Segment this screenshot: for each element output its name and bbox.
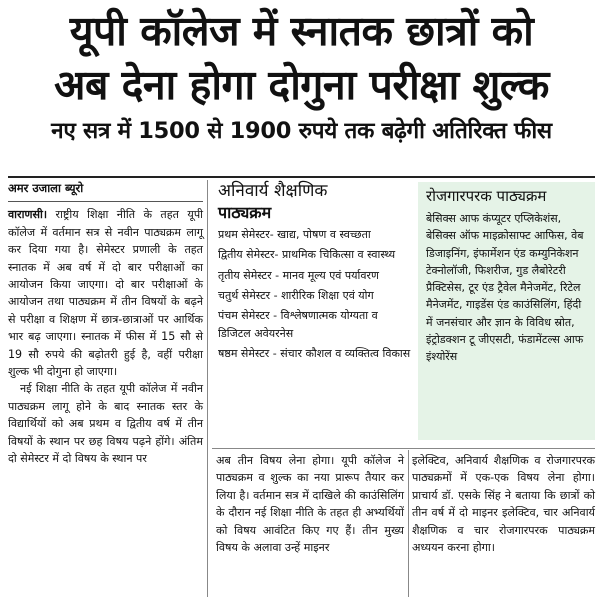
vocational-course-box: [418, 182, 595, 440]
paragraph-1: [8, 206, 203, 380]
semester-list: [212, 226, 412, 363]
subheadline: नए सत्र में 1500 से 1900 रुपये तक बढ़ेगी अतिरिक्त फीस: [51, 118, 552, 144]
paragraph-1-text: राष्ट्रीय शिक्षा नीति के तहत यूपी कॉलेज में वर्तमान सत्र से नवीन पाठ्यक्रम लागू कर दिया गया है। सेमेस्टर प्रणाली के तहत स्नातक में अब वर्ष में दो बार परीक्षाओं का आयोजन किया जाएगा। दो बार परीक्षाओं के आयोजन तथा पाठ्यक्रम में तीन विषयों के बढ़ने से परीक्षा व शिक्षण में छात्र-छात्राओं पर आर्थिक भार बढ़ जाएगा। स्नातक में फीस में 15 सौ से 19 सौ रुपये की बढ़ोतरी हुई है, वहीं परीक्षा शुल्क भी दोगुना हो जाएगा।: [8, 208, 203, 379]
vocational-box-title: रोजगारपरक पाठ्यक्रम: [426, 187, 547, 205]
left-column: [8, 180, 203, 597]
middle-column-text: अब तीन विषय लेना होगा। यूपी कॉलेज ने पाठ्यक्रम व शुल्क का नया प्रारूप तैयार कर लिया है। वर्तमान सत्र में दाखिले की काउंसिलिंग के दौरान नई शिक्षा नीति के तहत ही अभ्यर्थियों को विषय आवंटित किए गए हैं। तीन मुख्य विषय के अलावा उन्हें माइनर: [216, 454, 404, 555]
list-item: प्रथम सेमेस्टर- खाद्य, पोषण व स्वच्छता: [218, 228, 371, 241]
list-item: तृतीय सेमेस्टर - मानव मूल्य एवं पर्यावरण: [218, 268, 379, 282]
column-divider-1: [207, 180, 208, 597]
right-column-text: इलेक्टिव, अनिवार्य शैक्षणिक व रोजगारपरक पाठ्यक्रमों में एक-एक विषय लेना होगा। प्राचार्य डॉ. एसके सिंह ने बताया कि छात्रों को तीन वर्ष में दो माइनर इलेक्टिव, चार अनिवार्य शैक्षणिक व चार रोजगारपरक पाठ्यक्रम अध्ययन करना होगा।: [412, 454, 595, 555]
dateline-place: वाराणसी।: [8, 208, 48, 222]
article-body: [8, 180, 595, 597]
vocational-box-body: बेसिक्स आफ कंप्यूटर एप्लिकेशंस, बेसिक्स ऑफ माइक्रोसाफ्ट आफिस, वेब डिजाइनिंग, इंफार्मेशन एंड कम्युनिकेशन टेक्नोलॉजी, फिशरीज, गुड लैबोरेटरी प्रैक्टिसेस, टूर एंड ट्रैवेल मैनेजमेंट, रिटेल मैनेजमेंट, गाइडेंस एंड काउंसिलिंग, हिंदी में जनसंचार और ज्ञान के विविध स्रोत, इंट्रोडक्शन टू जीएसटी, फंडामेंटल्स आफ इंश्योरेंस: [426, 212, 584, 364]
mandatory-course-box: [212, 180, 412, 442]
headline-line-2: अब देना होगा दोगुना परीक्षा शुल्क: [54, 61, 549, 109]
paragraph-2: नई शिक्षा नीति के तहत यूपी कॉलेज में नवीन पाठ्यक्रम लागू होने के बाद स्नातक स्तर के विद्यार्थियों को अब प्रथम व द्वितीय वर्ष में तीन विषयों के स्थान पर छह विषय पढ़ने होंगे। अंतिम दो सेमेस्टर में दो विषय के स्थान पर: [8, 382, 203, 466]
list-item: पंचम सेमेस्टर - विश्लेषणात्मक योग्यता व डिजिटल अवेयरनेस: [218, 309, 378, 340]
list-item: चतुर्थ सेमेस्टर - शारीरिक शिक्षा एवं योग: [218, 288, 374, 302]
right-column: [412, 452, 595, 556]
box-divider: [212, 448, 595, 449]
list-item: षष्ठम सेमेस्टर - संचार कौशल व व्यक्तित्व विकास: [218, 347, 411, 361]
list-item: द्वितीय सेमेस्टर- प्राथमिक चिकित्सा व स्वास्थ्य: [218, 248, 396, 262]
middle-column: [216, 452, 404, 556]
mandatory-box-subtitle: पाठ्यक्रम: [218, 203, 272, 222]
headline-line-1: यूपी कॉलेज में स्नातक छात्रों को: [69, 7, 534, 55]
column-divider-2: [408, 450, 409, 597]
headline-divider: [8, 176, 595, 178]
mandatory-box-title: अनिवार्य शैक्षणिक: [218, 181, 328, 201]
byline: अमर उजाला ब्यूरो: [8, 180, 203, 202]
